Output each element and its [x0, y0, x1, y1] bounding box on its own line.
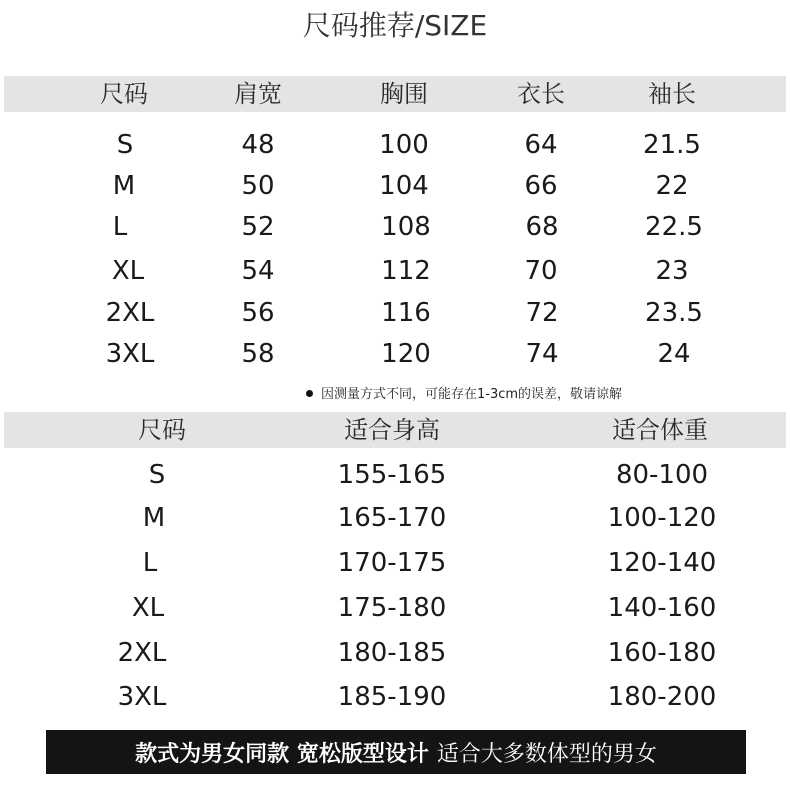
table1-cell: 56 [241, 298, 275, 328]
table2-header-cell: 适合体重 [612, 416, 708, 444]
table2-cell: 80-100 [615, 460, 709, 490]
table2-cell: 175-180 [337, 593, 447, 623]
table2-cell: M [142, 503, 166, 533]
banner-bold-text: 款式为男女同款 宽松版型设计 [135, 741, 429, 767]
table1-cell: 64 [524, 130, 558, 160]
table1-header-cell: 袖长 [648, 80, 696, 108]
table1-cell: 54 [241, 256, 275, 286]
table1-cell: M [112, 171, 136, 201]
table2-cell: 160-180 [607, 638, 717, 668]
measurement-note-text: 因测量方式不同，可能存在1-3cm的误差，敬请谅解 [321, 387, 623, 402]
table1-header-cell: 肩宽 [234, 80, 282, 108]
table1-cell: 74 [525, 339, 559, 369]
table1-cell: S [116, 130, 134, 160]
table1-cell: 58 [241, 339, 275, 369]
banner-normal-text: 适合大多数体型的男女 [436, 741, 657, 767]
bullet-icon [306, 390, 313, 397]
table1-cell: 50 [241, 171, 275, 201]
table1-cell: 68 [525, 212, 559, 242]
table1-cell: 72 [525, 298, 559, 328]
table1-cell: 21.5 [643, 130, 701, 160]
table1-cell: 66 [524, 171, 558, 201]
table2-cell: 155-165 [337, 460, 447, 490]
table1-cell: 48 [241, 130, 275, 160]
table1-cell: 112 [381, 256, 431, 286]
table1-cell: 120 [381, 339, 431, 369]
table2-cell: XL [131, 593, 165, 623]
table1-cell: 52 [241, 212, 275, 242]
table2-cell: 2XL [117, 638, 167, 668]
table2-cell: 165-170 [337, 503, 447, 533]
table2-cell: L [142, 548, 158, 578]
style-banner [46, 730, 746, 774]
table1-cell: XL [111, 256, 145, 286]
table1-header-cell: 胸围 [380, 80, 428, 108]
table1-cell: 2XL [105, 298, 155, 328]
measurement-note [306, 385, 622, 405]
table1-cell: 104 [379, 171, 429, 201]
table1-cell: 22.5 [645, 212, 703, 242]
table1-cell: 70 [524, 256, 558, 286]
table2-header-cell: 尺码 [138, 416, 186, 444]
table1-header-cell: 尺码 [100, 80, 148, 108]
table2-cell: 180-185 [337, 638, 447, 668]
page-title: 尺码推荐/SIZE [302, 9, 488, 42]
table2-cell: 185-190 [337, 682, 447, 712]
table1-header-cell: 衣长 [517, 80, 565, 108]
table2-header-cell: 适合身高 [344, 416, 440, 444]
table1-cell: 23 [655, 256, 689, 286]
table1-cell: 3XL [105, 339, 155, 369]
table2-cell: S [148, 460, 166, 490]
table2-cell: 180-200 [607, 682, 717, 712]
table2-cell: 140-160 [607, 593, 717, 623]
table1-cell: L [112, 212, 128, 242]
table1-cell: 108 [381, 212, 431, 242]
table1-cell: 100 [379, 130, 429, 160]
table1-cell: 24 [657, 339, 691, 369]
table2-cell: 170-175 [337, 548, 447, 578]
table2-cell: 100-120 [607, 503, 717, 533]
table2-cell: 3XL [117, 682, 167, 712]
table1-cell: 22 [655, 171, 689, 201]
table1-cell: 23.5 [645, 298, 703, 328]
table1-cell: 116 [381, 298, 431, 328]
table2-cell: 120-140 [607, 548, 717, 578]
